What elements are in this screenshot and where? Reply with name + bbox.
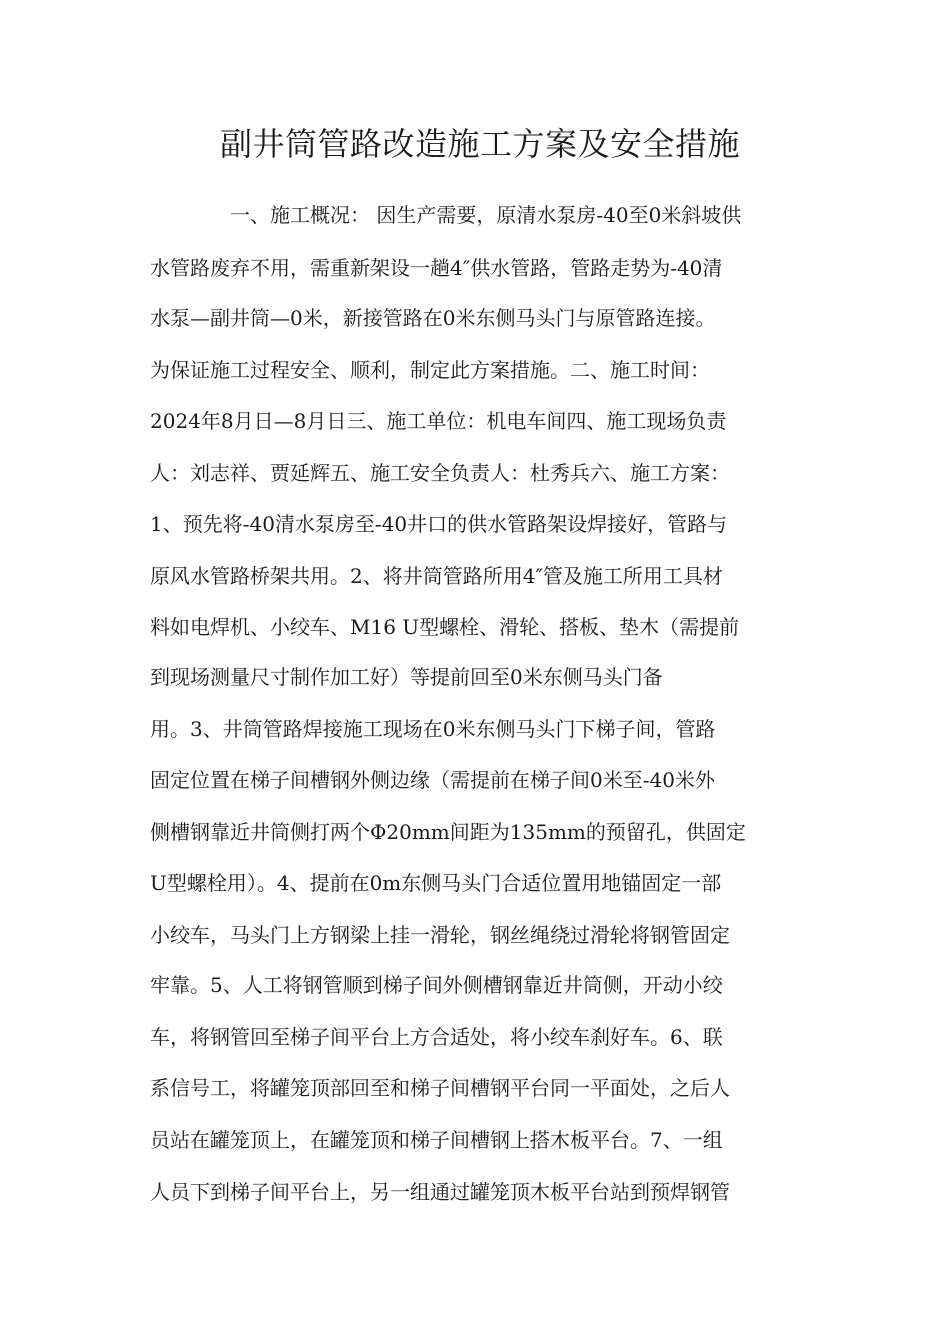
body-line: 水泵—副井筒—0米，新接管路在0米东侧马头门与原管路连接。 — [150, 306, 716, 330]
body-line: 人员下到梯子间平台上，另一组通过罐笼顶木板平台站到预焊钢管 — [150, 1180, 730, 1204]
body-line: 侧槽钢靠近井筒侧打两个Φ20mm间距为135mm的预留孔，供固定 — [150, 820, 746, 844]
body-line: 牢靠。5、人工将钢管顺到梯子间外侧槽钢靠近井筒侧，开动小绞 — [150, 973, 723, 997]
body-line: 系信号工，将罐笼顶部回至和梯子间槽钢平台同一平面处，之后人 — [150, 1076, 730, 1100]
body-line: 车，将钢管回至梯子间平台上方合适处，将小绞车刹好车。6、联 — [150, 1025, 723, 1049]
body-line: 1、预先将-40清水泵房至-40井口的供水管路架设焊接好，管路与 — [150, 512, 728, 536]
body-line: 员站在罐笼顶上，在罐笼顶和梯子间槽钢上搭木板平台。7、一组 — [150, 1128, 723, 1152]
body-line: 水管路废弃不用，需重新架设一趟4″供水管路，管路走势为-40清 — [150, 256, 723, 280]
body-line: 到现场测量尺寸制作加工好）等提前回至0米东侧马头门备 — [150, 665, 663, 689]
body-line: 小绞车，马头门上方钢梁上挂一滑轮，钢丝绳绕过滑轮将钢管固定 — [150, 923, 730, 947]
body-line: 2024年8月日—8月日三、施工单位：机电车间四、施工现场负责 — [150, 409, 727, 433]
body-line: 用。3、井筒管路焊接施工现场在0米东侧马头门下梯子间，管路 — [150, 717, 716, 741]
body-line: U型螺栓用）。4、提前在0m东侧马头门合适位置用地锚固定一部 — [150, 871, 722, 895]
body-line: 人：刘志祥、贾延辉五、施工安全负责人：杜秀兵六、施工方案： — [150, 461, 730, 485]
body-line: 固定位置在梯子间槽钢外侧边缘（需提前在梯子间0米至-40米外 — [150, 768, 715, 792]
body-line: 料如电焊机、小绞车、M16 U型螺栓、滑轮、搭板、垫木（需提前 — [150, 615, 740, 639]
body-line: 为保证施工过程安全、顺利，制定此方案措施。二、施工时间： — [150, 358, 710, 382]
document-title: 副井筒管路改造施工方案及安全措施 — [219, 125, 740, 163]
body-line: 原风水管路桥架共用。2、将井筒管路所用4″管及施工所用工具材 — [150, 564, 723, 588]
body-line: 一、施工概况： 因生产需要，原清水泵房-40至0米斜坡供 — [230, 203, 742, 227]
